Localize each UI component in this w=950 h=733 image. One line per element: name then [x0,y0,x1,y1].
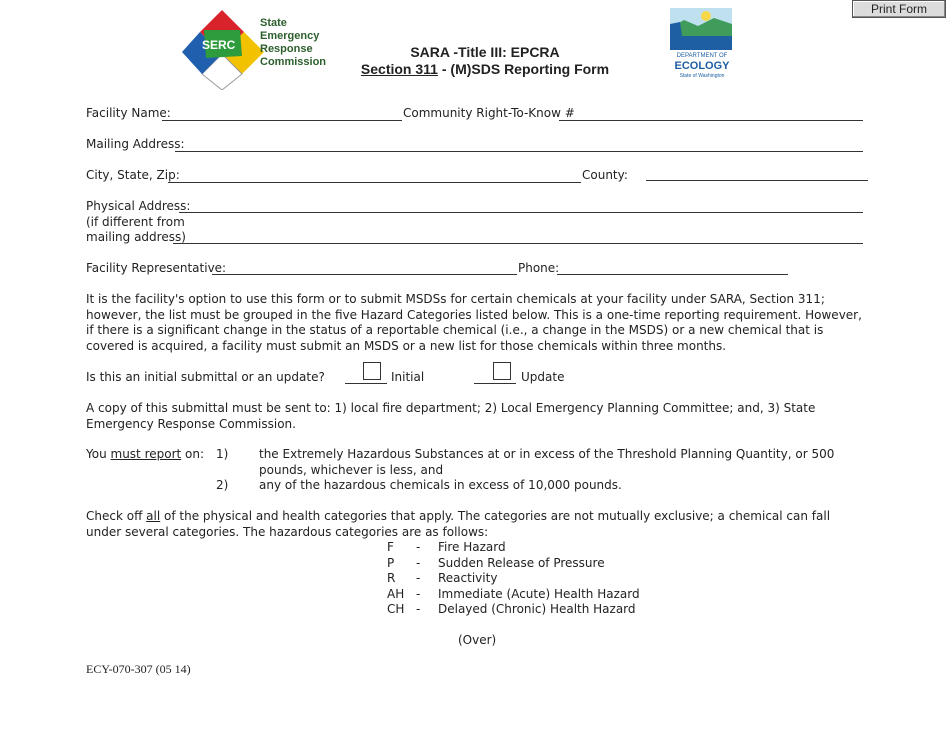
over-label: (Over) [458,633,497,647]
hazard-dash: - [416,602,421,616]
update-checkbox[interactable] [493,362,511,380]
title-rest: - (M)SDS Reporting Form [437,61,610,77]
hazard-code: CH [387,602,405,616]
serc-line: Response [260,43,313,55]
physical-address-field[interactable] [179,212,863,213]
hazard-name: Fire Hazard [438,540,506,554]
hazard-code: F [387,540,394,554]
title-line1: SARA -Title III: EPCRA [410,44,560,60]
must-report-underlined: must report [110,447,182,461]
hazard-name: Delayed (Chronic) Health Hazard [438,602,636,616]
ecology-state: State of Washington [679,73,725,79]
facility-name-field[interactable] [162,120,402,121]
physical-address-field-2[interactable] [173,243,863,244]
hazard-name: Reactivity [438,571,498,585]
community-rtk-field[interactable] [559,120,863,121]
county-field[interactable] [646,180,868,181]
serc-name [260,17,326,69]
serc-logo [180,8,264,90]
copy-paragraph: A copy of this submittal must be sent to: 1) local fire department; 2) Local Emergency Planning Committee; and, 3) State Emergency Response Commission. [86,401,816,431]
must-report-prefix: You [86,447,111,461]
check-prefix: Check off [86,509,147,523]
ecology-logo [670,8,734,82]
hazard-code: R [387,571,396,585]
facility-name-label: Facility Name: [86,106,171,120]
check-suffix: of the physical and health categories that apply. The categories are not mutually exclusive; a chemical can fall under several categories. The hazardous categories are as follows: [86,509,831,539]
community-rtk-label: Community Right-To-Know # [403,106,575,120]
check-paragraph [86,509,864,540]
update-underline [474,383,516,384]
ecology-name: ECOLOGY [674,60,730,72]
item1-text: the Extremely Hazardous Substances at or in excess of the Threshold Planning Quantity, or 500 pounds, whichever is less, and [259,447,835,477]
facility-rep-label: Facility Representative: [86,261,227,275]
item2-number: 2) [216,478,229,492]
check-all: all [146,509,161,523]
form-id: ECY-070-307 (05 14) [86,662,191,676]
phone-field[interactable] [557,274,788,275]
initial-checkbox[interactable] [363,362,381,380]
intro-paragraph: It is the facility's option to use this form or to submit MSDSs for certain chemicals at your facility under SARA, Section 311; however, the list must be grouped in the five Hazard Categories listed below. This is a one-time reporting requirement. However, if there is a significant change in the status of a reportable chemical (i.e., a change in the MSDS) or a new chemical that is covered is acquired, a facility must submit an MSDS or a new list for those chemicals within three months. [86,292,862,353]
if-different-label: (if different from [86,215,185,229]
county-label: County: [582,168,628,182]
hazard-name: Immediate (Acute) Health Hazard [438,586,640,601]
hazard-code: P [387,555,395,570]
form-title [340,44,630,77]
ecology-dept: DEPARTMENT OF [676,53,728,59]
initial-label: Initial [391,370,425,384]
serc-line: State [260,17,287,29]
hazard-name: Sudden Release of Pressure [438,555,605,570]
mailing-address-paren-label: mailing address) [86,230,186,244]
mailing-address-label: Mailing Address: [86,137,185,151]
phone-label: Phone: [518,261,560,275]
city-state-zip-field[interactable] [168,182,581,183]
item1-number: 1) [216,447,229,461]
must-report-label [86,447,204,461]
hazard-dash: - [416,540,421,554]
serc-line: Emergency [260,30,320,42]
title-section: Section 311 [360,61,438,77]
update-label: Update [521,370,565,384]
submittal-question: Is this an initial submittal or an update? [86,370,325,384]
must-report-suffix: on: [181,447,205,461]
hazard-dash: - [416,571,421,585]
hazard-dash: - [416,555,421,570]
print-form-button[interactable]: Print Form [852,0,946,18]
hazard-code: AH [387,586,405,601]
mailing-address-field[interactable] [175,151,863,152]
initial-underline [345,383,387,384]
city-state-zip-label: City, State, Zip: [86,168,180,182]
title-line2 [340,61,630,77]
physical-address-label: Physical Address: [86,199,191,213]
hazard-dash: - [416,586,421,601]
item2-text: any of the hazardous chemicals in excess of 10,000 pounds. [259,478,622,492]
facility-rep-field[interactable] [212,274,517,275]
serc-logo-text: SERC [202,38,236,52]
serc-line: Commission [260,56,327,68]
